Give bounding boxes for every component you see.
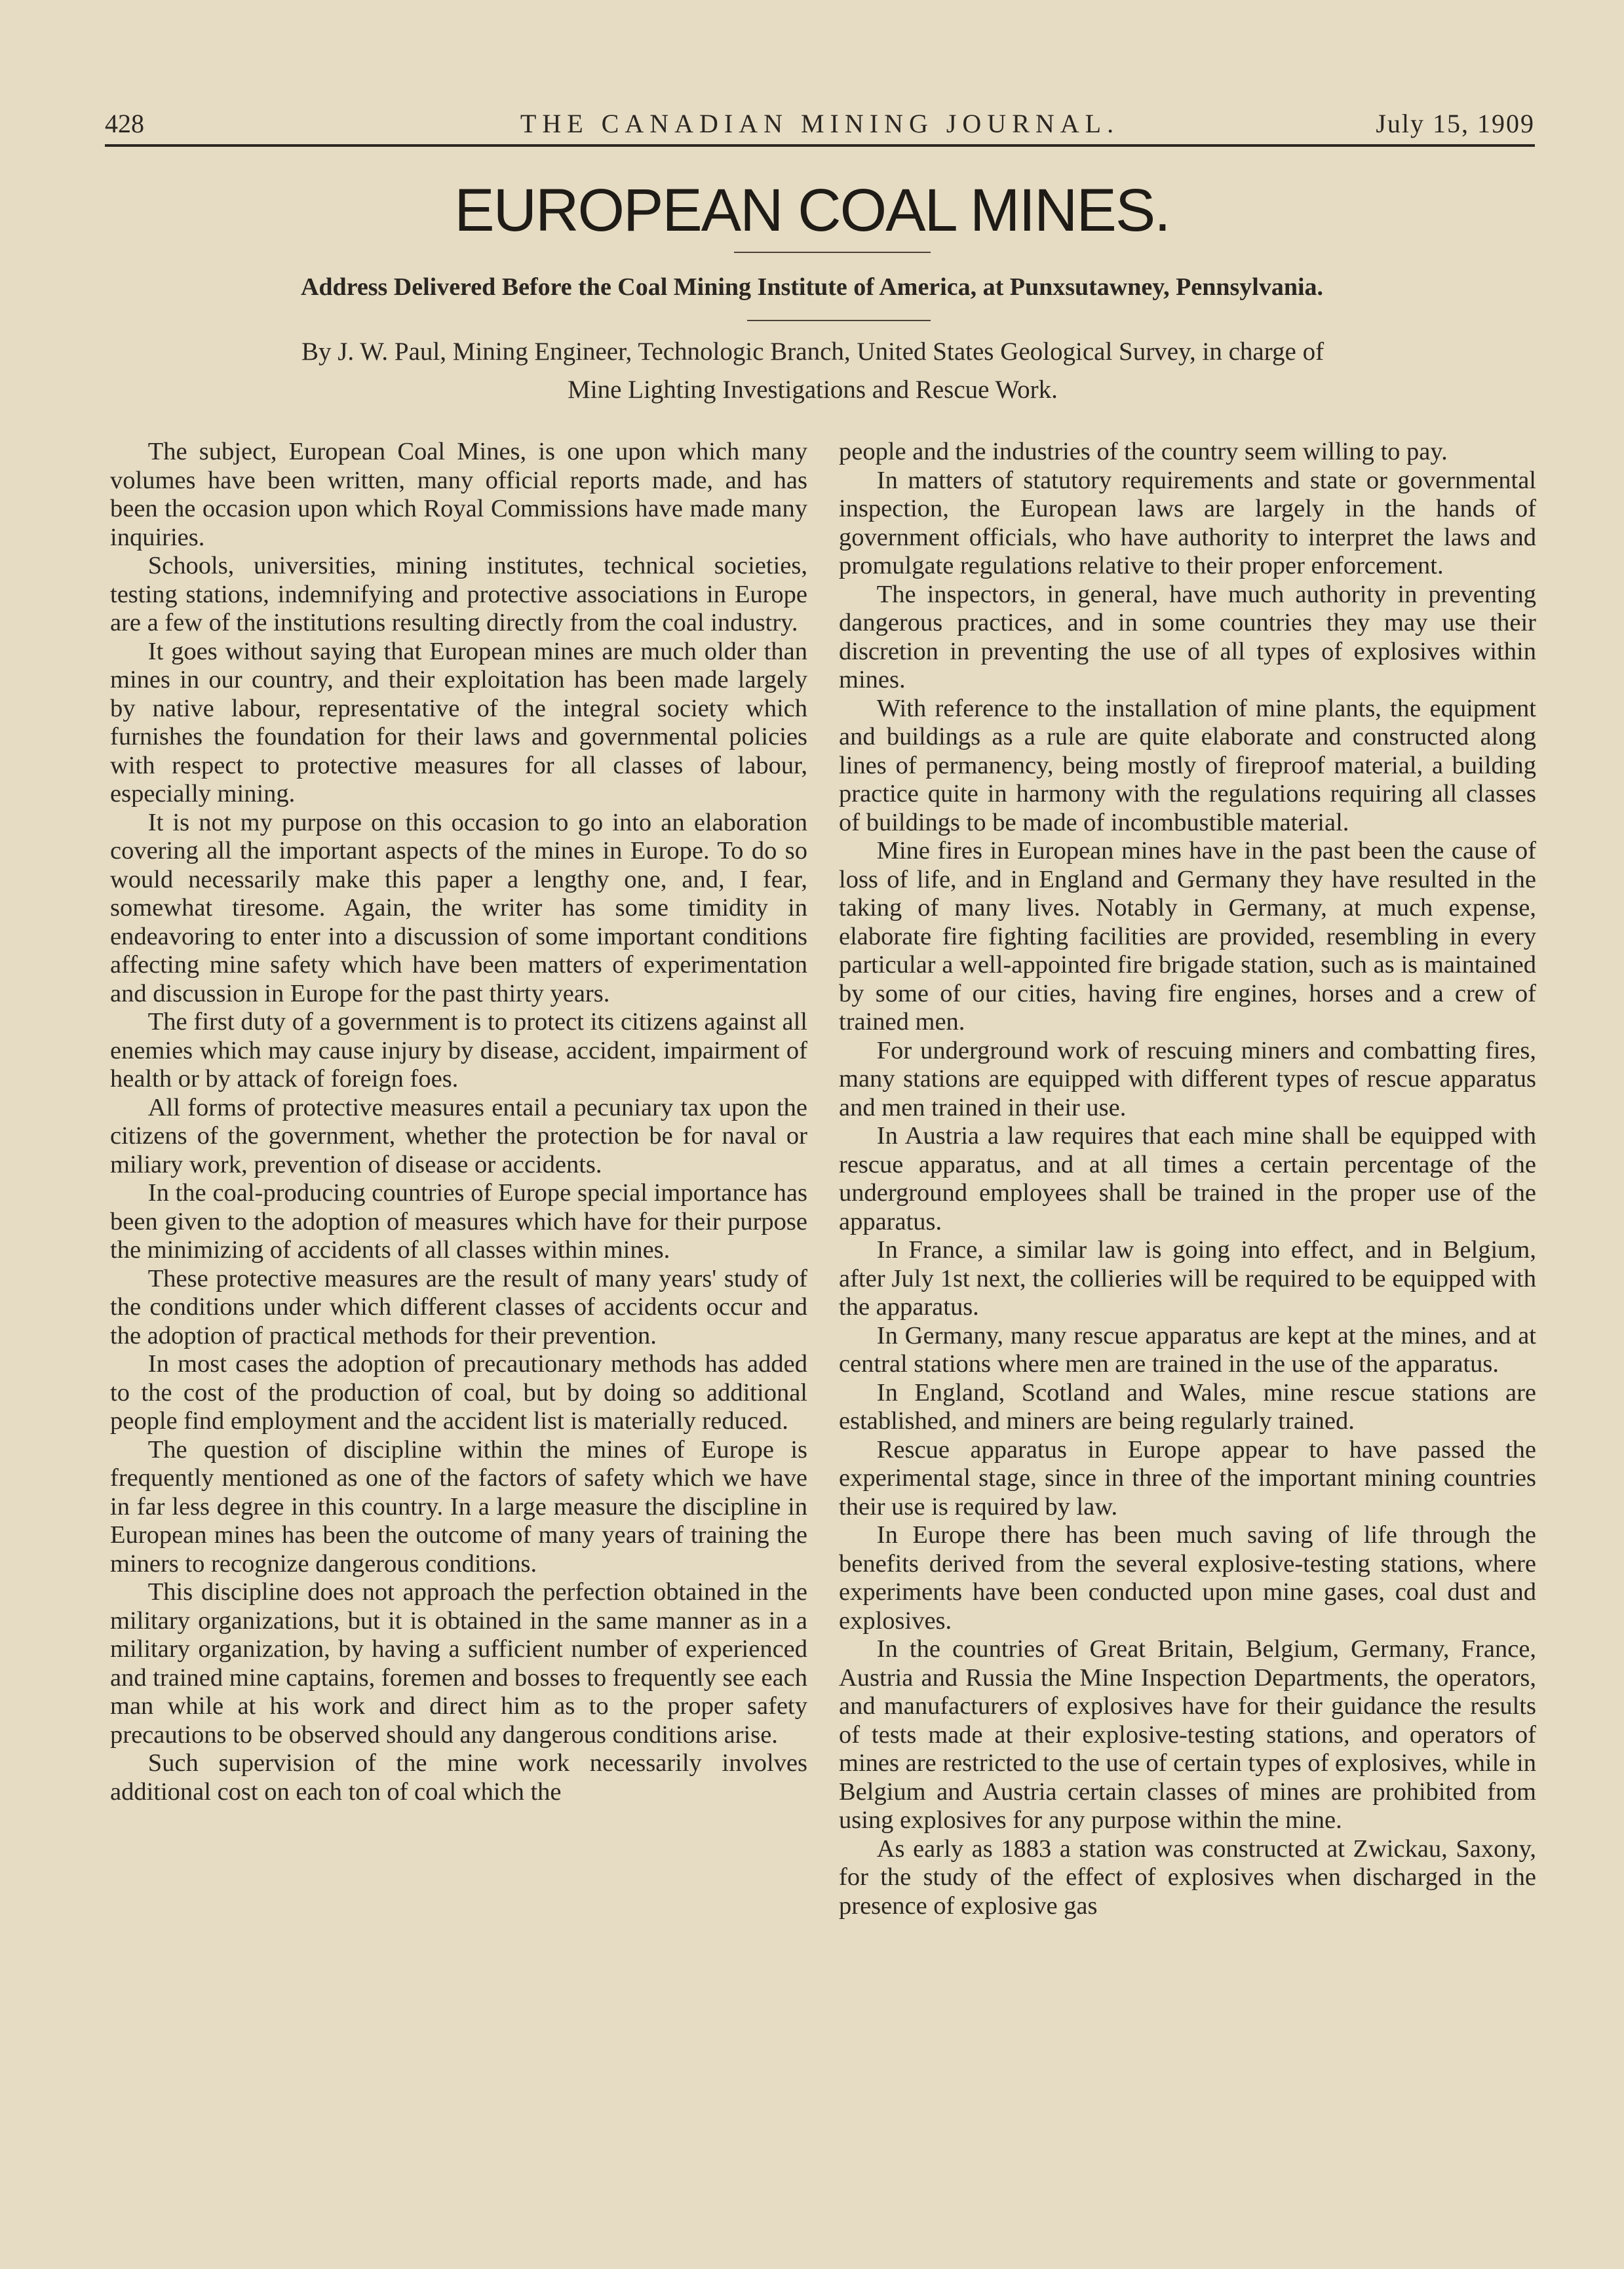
subtitle-divider (747, 320, 931, 321)
header-rule (105, 144, 1535, 147)
paragraph: The subject, European Coal Mines, is one upon which many volumes have been written, many official reports made, and has been the occasion upon which Royal Commissions have made many inquiries. (110, 438, 807, 551)
paragraph: These protective measures are the result of many years' study of the conditions under which different classes of accidents occur and the adoption of practical methods for their prevention. (110, 1264, 807, 1349)
paragraph: In Austria a law requires that each mine shall be equipped with rescue apparatus, and at all times a certain percentage of the underground employees shall be trained in the proper use of the apparatus. (839, 1122, 1536, 1235)
paragraph: In most cases the adoption of precautionary methods has added to the cost of the production of coal, but by doing so additional people find employment and the accident list is materially reduced. (110, 1350, 807, 1435)
paragraph: The first duty of a government is to protect its citizens against all enemies which may cause injury by disease, accident, impairment of health or by attack of foreign foes. (110, 1008, 807, 1093)
paragraph: In Germany, many rescue apparatus are kept at the mines, and at central stations where men are trained in the use of the apparatus. (839, 1321, 1536, 1378)
byline-line: By J. W. Paul, Mining Engineer, Technologic Branch, United States Geological Survey, in charge of (301, 338, 1324, 366)
page-number: 428 (105, 109, 144, 138)
paragraph: The inspectors, in general, have much authority in preventing dangerous practices, and in some countries they may use their discretion in preventing the use of all types of explosives within mines. (839, 580, 1536, 693)
paragraph: In matters of statutory requirements and state or governmental inspection, the European laws are largely in the hands of government officials, who have authority to interpret the laws and promulgate regulations relative to their proper enforcement. (839, 466, 1536, 579)
paragraph: Schools, universities, mining institutes, technical societies, testing stations, indemnifying and protective associations in Europe are a few of the institutions resulting directly from the coal industry. (110, 552, 807, 636)
paragraph: Such supervision of the mine work necessarily involves additional cost on each ton of coal which the (110, 1749, 807, 1806)
byline-line: Mine Lighting Investigations and Rescue Work. (568, 376, 1058, 404)
paragraph: Mine fires in European mines have in the past been the cause of loss of life, and in England and Germany they have resulted in the taking of many lives. Notably in Germany, at much expense, elaborate fire fighting facilities are provided, resembling in every particular a well-appointed fire brigade station, such as is maintained by some of our cities, having fire engines, horses and a crew of trained men. (839, 837, 1536, 1036)
paragraph: In France, a similar law is going into effect, and in Belgium, after July 1st next, the collieries will be required to be equipped with the apparatus. (839, 1236, 1536, 1321)
title-divider (734, 252, 931, 253)
left-column (110, 438, 807, 1806)
journal-title: THE CANADIAN MINING JOURNAL. (520, 109, 1120, 138)
paragraph: This discipline does not approach the perfection obtained in the military organizations, but it is obtained in the same manner as in a military organization, by having a sufficient number of experienced and trained mine captains, foremen and bosses to frequently see each man while at his work and direct him as to the proper safety precautions to be observed should any dangerous conditions arise. (110, 1578, 807, 1749)
paragraph: It goes without saying that European mines are much older than mines in our country, and their exploitation has been made largely by native labour, representative of the integral society which furnishes the foundation for their laws and governmental policies with respect to protective measures for all classes of labour, especially mining. (110, 637, 807, 807)
paragraph: Rescue apparatus in Europe appear to have passed the experimental stage, since in three of the important mining countries their use is required by law. (839, 1435, 1536, 1521)
byline (170, 333, 1455, 409)
running-header (105, 104, 1535, 144)
paragraph: In England, Scotland and Wales, mine rescue stations are established, and miners are being regularly trained. (839, 1378, 1536, 1435)
right-column (839, 438, 1536, 1920)
paragraph: The question of discipline within the mines of Europe is frequently mentioned as one of the factors of safety which we have in far less degree in this country. In a large measure the discipline in European mines has been the outcome of many years of training the miners to recognize dangerous conditions. (110, 1435, 807, 1578)
article-subtitle: Address Delivered Before the Coal Mining Institute of America, at Punxsutawney, Pennsylvania. (300, 273, 1324, 301)
paragraph: As early as 1883 a station was constructed at Zwickau, Saxony, for the study of the effect of explosives when discharged in the presence of explosive gas (839, 1834, 1536, 1920)
paragraph: For underground work of rescuing miners and combatting fires, many stations are equipped with different types of rescue apparatus and men trained in their use. (839, 1036, 1536, 1121)
article-title: EUROPEAN COAL MINES. (454, 177, 1170, 244)
paragraph: In Europe there has been much saving of life through the benefits derived from the several explosive-testing stations, where experiments have been conducted upon mine gases, coal dust and explosives. (839, 1521, 1536, 1635)
issue-date: July 15, 1909 (1376, 109, 1535, 138)
paragraph-continued: people and the industries of the country seem willing to pay. (839, 438, 1448, 465)
paragraph: It is not my purpose on this occasion to go into an elaboration covering all the important aspects of the mines in Europe. To do so would necessarily make this paper a lengthy one, and, I fear, somewhat tiresome. Again, the writer has some timidity in endeavoring to enter into a discussion of some important conditions affecting mine safety which have been matters of experimentation and discussion in Europe for the past thirty years. (110, 808, 807, 1007)
paragraph: With reference to the installation of mine plants, the equipment and buildings as a rule are quite elaborate and constructed along lines of permanency, being mostly of fireproof material, a building practice quite in harmony with the regulations requiring all classes of buildings to be made of incombustible material. (839, 694, 1536, 836)
paragraph: In the countries of Great Britain, Belgium, Germany, France, Austria and Russia the Mine Inspection Departments, the operators, and manufacturers of explosives have for their guidance the results of tests made at their explosive-testing stations, and operators of mines are restricted to the use of certain types of explosives, while in Belgium and Austria certain classes of mines are prohibited from using explosives for any purpose within the mine. (839, 1635, 1536, 1834)
paragraph: In the coal-producing countries of Europe special importance has been given to the adoption of measures which have for their purpose the minimizing of accidents of all classes within mines. (110, 1179, 807, 1264)
paragraph: All forms of protective measures entail a pecuniary tax upon the citizens of the government, whether the protection be for naval or miliary work, prevention of disease or accidents. (110, 1093, 807, 1178)
